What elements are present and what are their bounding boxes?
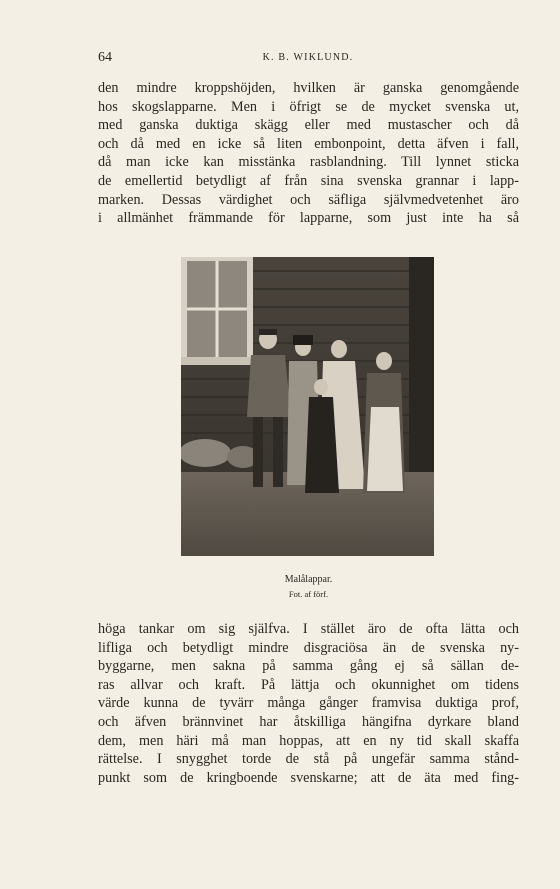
text-line: höga tankar om sig själfva. I stället äro de ofta lätta och	[98, 621, 519, 637]
paragraph-bottom	[98, 620, 519, 787]
page-header	[98, 50, 518, 68]
running-head: K. B. WIKLUND.	[262, 52, 354, 63]
text-line: punkt som de kringboende svenskarne; att de äta med fing-	[98, 769, 519, 786]
text-line: rättelse. I snygghet torde de stå på ungefär samma stånd-	[98, 751, 519, 768]
text-line: och då med en icke så liten embonpoint, detta äfven i fall,	[98, 135, 519, 152]
text-line: de emellertid betydligt af från sina svenska grannar i lapp-	[98, 172, 519, 189]
text-line: lifliga och betydligt mindre disgraciösa än de svenska ny-	[98, 639, 519, 656]
text-line: den mindre kroppshöjden, hvilken är ganska genomgående	[98, 80, 519, 96]
text-line: i allmänhet främmande för lapparne, som just inte ha så	[98, 210, 519, 227]
text-line: byggarne, men sakna på samma gång ej så sällan de-	[98, 658, 519, 675]
photograph-lapp-family	[181, 257, 434, 556]
text-line: hos skogslapparne. Men i öfrigt se de mycket svenska ut,	[98, 98, 519, 115]
text-line: och äfven brännvinet har åtskilliga hängifna dyrkare bland	[98, 713, 519, 730]
paragraph-top	[98, 79, 519, 228]
page-number: 64	[98, 50, 112, 65]
caption-credit: Fot. af förf.	[288, 589, 329, 599]
figure-caption	[98, 573, 519, 601]
text-line: marken. Dessas värdighet och säfliga självmedvetenhet äro	[98, 191, 519, 208]
text-line: värde kunna de tyvärr många gånger framvisa duktiga prof,	[98, 695, 519, 712]
caption-title: Malålappar.	[284, 574, 333, 585]
text-line: dem, men häri må man hoppas, att en ny tid skall skaffa	[98, 732, 519, 749]
text-line: med ganska duktiga skägg eller med mustascher och då	[98, 117, 519, 134]
text-line: då man icke kan misstänka rasblandning. Till lynnet sticka	[98, 154, 519, 171]
photograph-illustration	[181, 257, 434, 556]
text-line: ras allvar och kraft. På lättja och okunnighet om tidens	[98, 676, 519, 693]
